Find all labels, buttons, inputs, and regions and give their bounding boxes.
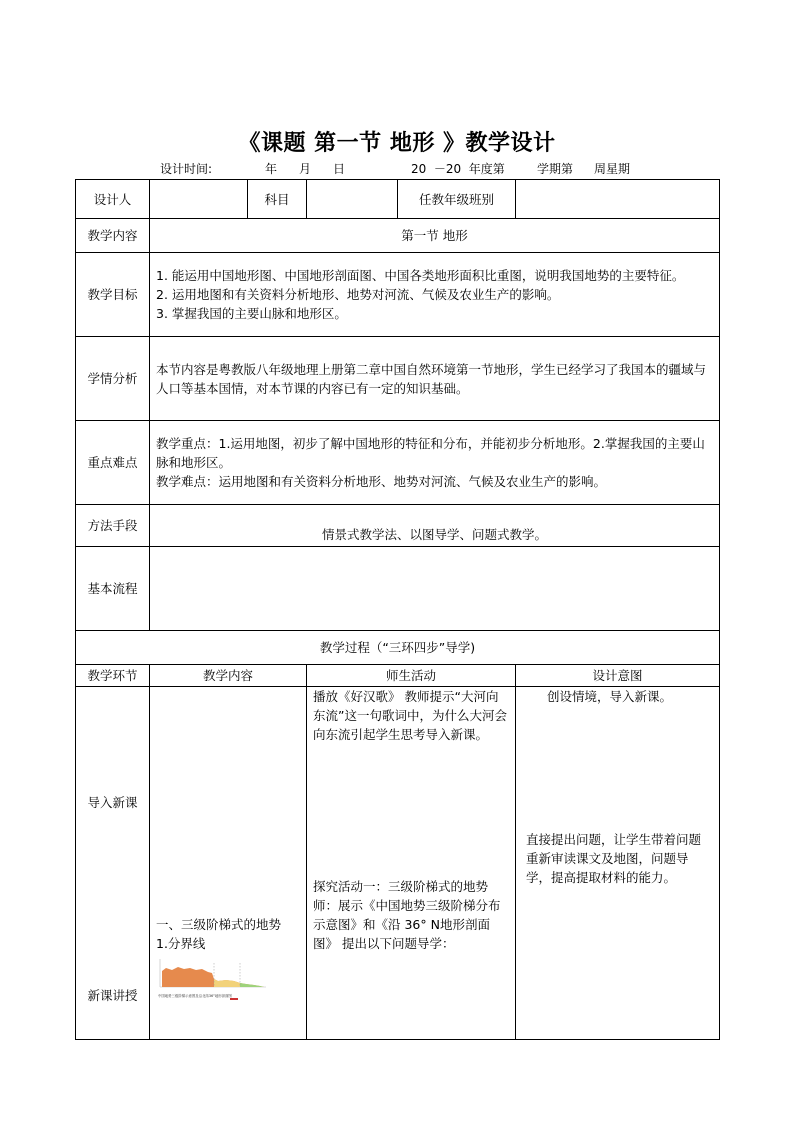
lecture-activity-2: 师：展示《中国地势三级阶梯分布示意图》和《沿 36° N地形剖面图》 提出以下问题导学： <box>313 898 501 951</box>
goals-label: 教学目标 <box>76 253 150 337</box>
stage-cell <box>76 687 150 1040</box>
goals-list <box>150 253 720 337</box>
methods-value: 情景式教学法、以图导学、问题式教学。 <box>150 505 720 547</box>
analysis-row <box>76 337 720 421</box>
stage-intro: 导入新课 <box>87 794 138 810</box>
intro-activity: 播放《好汉歌》 教师提示“大河向东流”这一句歌词中，为什么大河会向东流引起学生思考导入新课。 <box>313 689 507 742</box>
month-label: 月 <box>299 162 312 176</box>
goals-row <box>76 253 720 337</box>
process-title-row <box>76 631 720 665</box>
intro-intent-2: 直接提出问题，让学生带着问题重新审读课文及地图，问题导学，提高提取材料的能力。 <box>526 832 702 885</box>
methods-row <box>76 505 720 547</box>
content-value: 第一节 地形 <box>150 219 720 253</box>
terrain-profile-figure <box>156 957 268 1001</box>
key-points-row <box>76 421 720 505</box>
col-header-content: 教学内容 <box>150 665 307 687</box>
day-label: 日 <box>333 162 346 176</box>
subject-label: 科目 <box>248 180 307 219</box>
goal-item: 2. 运用地图和有关资料分析地形、地势对河流、气候及农业生产的影响。 <box>156 287 560 302</box>
process-header-row <box>76 665 720 687</box>
lecture-activity-1: 探究活动一：三级阶梯式的地势 <box>313 879 489 894</box>
process-title: 教学过程（“三环四步”导学) <box>76 631 720 665</box>
content-row <box>76 219 720 253</box>
methods-label: 方法手段 <box>76 505 150 547</box>
class-label: 任教年级班别 <box>398 180 516 219</box>
intro-intent-1: 创设情境，导入新课。 <box>547 689 673 704</box>
stage-lecture: 新课讲授 <box>87 987 138 1003</box>
class-value[interactable] <box>516 180 720 219</box>
process-body-row <box>76 687 720 1040</box>
flow-label: 基本流程 <box>76 547 150 631</box>
school-year-label: 20 －20 年度第 <box>411 162 505 176</box>
intro-content <box>156 687 300 915</box>
content-cell <box>150 687 307 1040</box>
analysis-label: 学情分析 <box>76 337 150 421</box>
activity-cell <box>307 687 516 1040</box>
difficulty-text: 教学难点：运用地图和有关资料分析地形、地势对河流、气候及农业生产的影响。 <box>156 474 607 489</box>
content-label: 教学内容 <box>76 219 150 253</box>
designer-label: 设计人 <box>76 180 150 219</box>
col-header-activity: 师生活动 <box>307 665 516 687</box>
intent-cell <box>516 687 720 1040</box>
week-label: 周星期 <box>594 162 631 176</box>
col-header-stage: 教学环节 <box>76 665 150 687</box>
key-points-label: 重点难点 <box>76 421 150 505</box>
flow-value[interactable] <box>150 547 720 631</box>
goal-item: 3. 掌握我国的主要山脉和地形区。 <box>156 306 347 321</box>
flow-row <box>76 547 720 631</box>
lecture-content-1: 一、三级阶梯式的地势 <box>156 917 282 932</box>
goal-item: 1. 能运用中国地形图、中国地形剖面图、中国各类地形面积比重图，说明我国地势的主要特征。 <box>156 268 685 283</box>
design-meta <box>0 160 794 176</box>
lesson-plan-table <box>75 179 720 1040</box>
designer-value[interactable] <box>150 180 248 219</box>
key-points-text <box>150 421 720 505</box>
figure-caption: 中国地势三级阶梯示意图及沿北纬36°地形剖面图 <box>158 994 232 998</box>
year-label: 年 <box>265 162 278 176</box>
col-header-intent: 设计意图 <box>516 665 720 687</box>
focus-text: 教学重点：1.运用地图，初步了解中国地形的特征和分布，并能初步分析地形。2.掌握我国的主要山脉和地形区。 <box>156 436 705 470</box>
header-row <box>76 180 720 219</box>
subject-value[interactable] <box>307 180 398 219</box>
semester-label: 学期第 <box>537 162 574 176</box>
analysis-text: 本节内容是粤教版八年级地理上册第二章中国自然环境第一节地形，学生已经学习了我国本的疆域与人口等基本国情，对本节课的内容已有一定的知识基础。 <box>150 337 720 421</box>
page-title: 《课题 第一节 地形 》教学设计 <box>238 131 556 156</box>
design-time-label: 设计时间: <box>160 162 213 176</box>
lecture-content-2: 1.分界线 <box>156 936 206 951</box>
